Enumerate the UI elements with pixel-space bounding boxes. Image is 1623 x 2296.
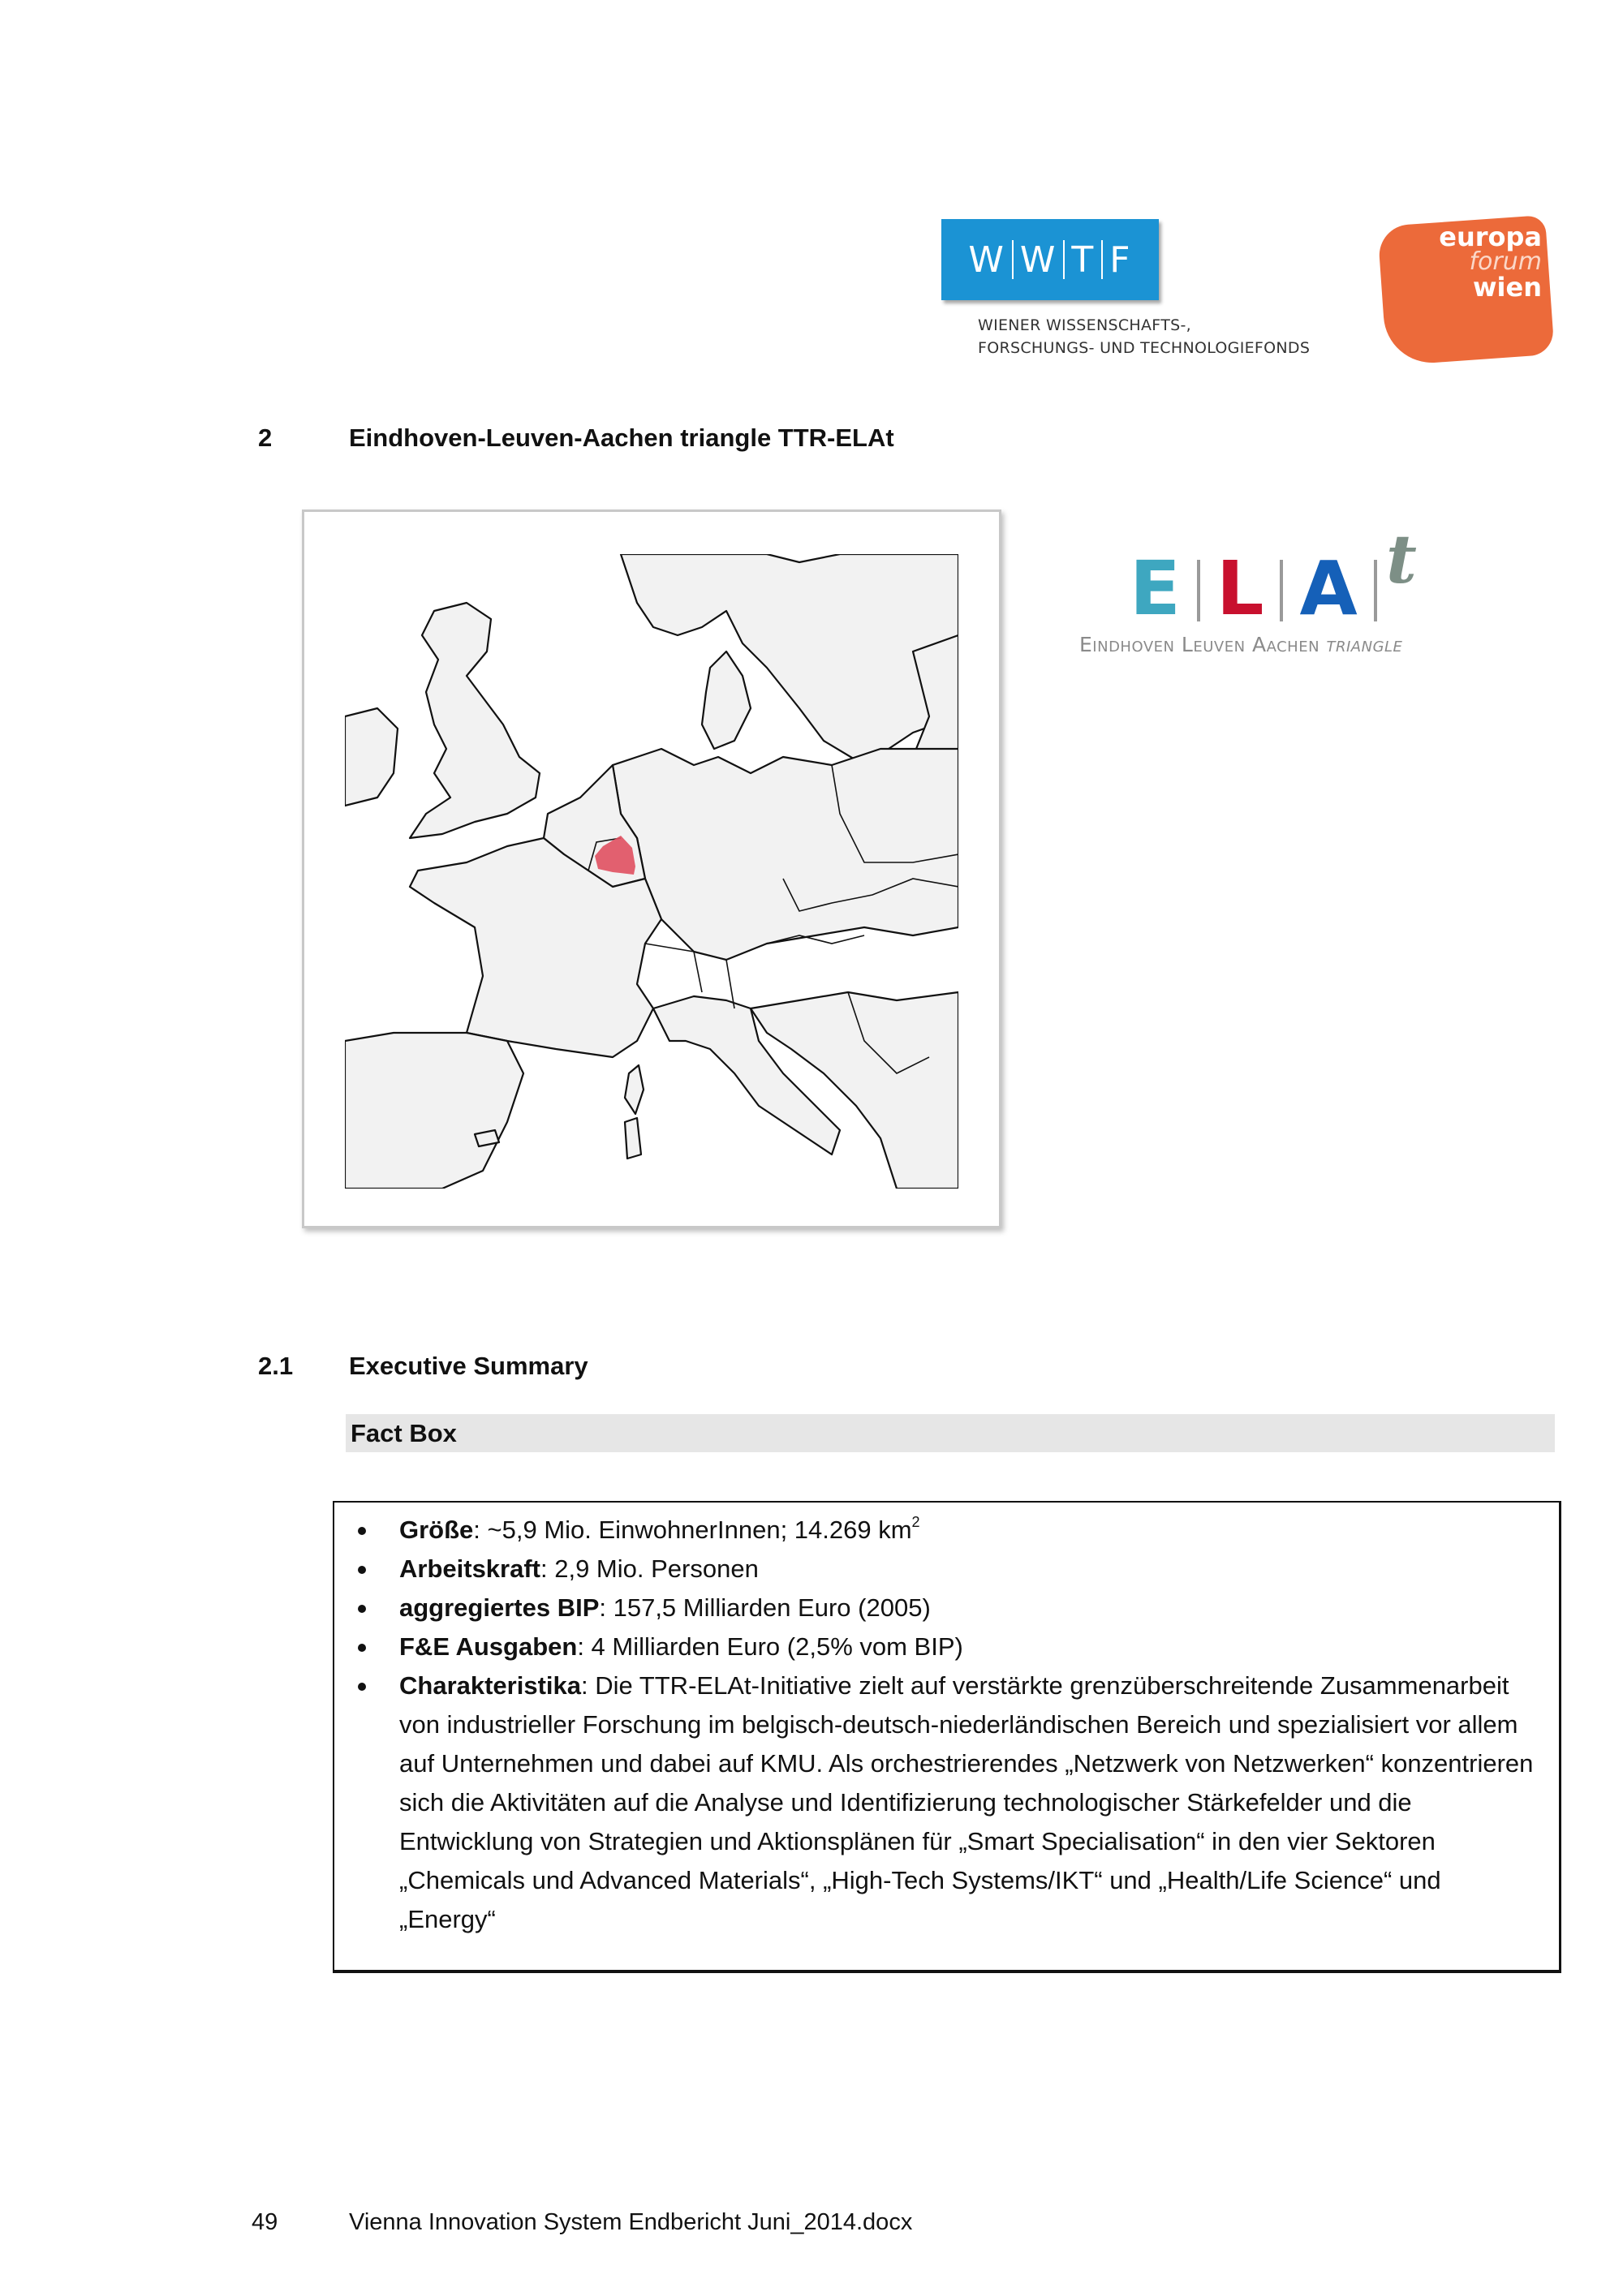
- fact-item-characteristics: [334, 1666, 1559, 1939]
- divider: [1012, 240, 1014, 279]
- subsection-title: Executive Summary: [349, 1352, 588, 1380]
- fact-label: F&E Ausgaben: [399, 1632, 578, 1661]
- wwtf-letter: W: [1019, 239, 1057, 281]
- elat-logo-letters: [1130, 545, 1393, 632]
- europa-forum-wien-logo-text: [1412, 223, 1542, 301]
- elat-letter-e: E: [1130, 545, 1181, 632]
- elat-letter-t: t: [1386, 521, 1417, 599]
- fact-box: [333, 1501, 1561, 1973]
- divider: [1063, 240, 1065, 279]
- efw-line1: europa: [1439, 221, 1542, 252]
- elat-subtitle-text: Eindhoven Leuven Aachen: [1079, 633, 1320, 656]
- document-name: Vienna Innovation System Endbericht Juni_2014.docx: [349, 2209, 913, 2235]
- fact-box-header: [346, 1414, 1555, 1452]
- europe-map-figure: [302, 510, 1001, 1228]
- wwtf-logo: [941, 219, 1159, 300]
- fact-item-rnd: [334, 1627, 1559, 1666]
- fact-text: : 157,5 Milliarden Euro (2005): [599, 1593, 931, 1622]
- wwtf-logo-letters: [968, 239, 1131, 281]
- divider: [1101, 240, 1103, 279]
- subsection-number: 2.1: [258, 1352, 294, 1380]
- fact-text: : ~5,9 Mio. EinwohnerInnen; 14.269 km: [473, 1516, 912, 1544]
- fact-item-size: [334, 1511, 1559, 1550]
- section-title: Eindhoven-Leuven-Aachen triangle TTR-ELAt: [349, 424, 894, 452]
- divider: [1197, 560, 1200, 621]
- superscript: 2: [911, 1514, 920, 1530]
- fact-text: : 2,9 Mio. Personen: [540, 1554, 759, 1583]
- fact-label: aggregiertes BIP: [399, 1593, 600, 1622]
- wwtf-letter: W: [968, 239, 1005, 281]
- page-number: 49: [252, 2209, 278, 2235]
- europe-map-icon: [345, 554, 958, 1189]
- efw-line3: wien: [1472, 272, 1542, 303]
- elat-logo: [1079, 519, 1485, 665]
- wwtf-letter: T: [1071, 239, 1096, 281]
- divider: [1280, 560, 1283, 621]
- wwtf-caption-line2: FORSCHUNGS- UND TECHNOLOGIEFONDS: [978, 339, 1311, 357]
- wwtf-letter: F: [1109, 239, 1132, 281]
- fact-text: : Die TTR-ELAt-Initiative zielt auf verstärkte grenzüberschreitende Zusammenarbeit von industrieller Forschung im belgisch-deutsch-niederländischen Bereich und spezialisiert vor allem auf Unternehmen und dabei auf KMU. Als orchestrierendes „Netzwerk von Netzwerken“ konzentrieren sich die Aktivitäten auf die Analyse und Identifizierung technologischer Stärkefelder und die Entwicklung von Strategien und Aktionsplänen für „Smart Specialisation“ in den vier Sektoren „Chemicals und Advanced Materials“, „High-Tech Systems/IKT“ und „Health/Life Science“ und „Energy“: [399, 1671, 1534, 1933]
- elat-letter-a: A: [1299, 545, 1358, 632]
- efw-line2: forum: [1469, 247, 1542, 276]
- fact-label: Charakteristika: [399, 1671, 582, 1700]
- fact-item-workforce: [334, 1550, 1559, 1589]
- fact-item-gdp: [334, 1589, 1559, 1627]
- wwtf-caption: [978, 314, 1310, 359]
- fact-list: [334, 1511, 1559, 1939]
- fact-label: Größe: [399, 1516, 474, 1544]
- elat-subtitle: [1079, 633, 1402, 656]
- fact-box-title: Fact Box: [351, 1419, 457, 1447]
- divider: [1374, 560, 1377, 621]
- wwtf-caption-line1: WIENER WISSENSCHAFTS-,: [978, 316, 1191, 334]
- fact-text: : 4 Milliarden Euro (2,5% vom BIP): [577, 1632, 963, 1661]
- fact-label: Arbeitskraft: [399, 1554, 540, 1583]
- elat-subtitle-italic: triangle: [1326, 633, 1403, 656]
- section-number: 2: [258, 424, 273, 452]
- elat-letter-l: L: [1216, 545, 1264, 632]
